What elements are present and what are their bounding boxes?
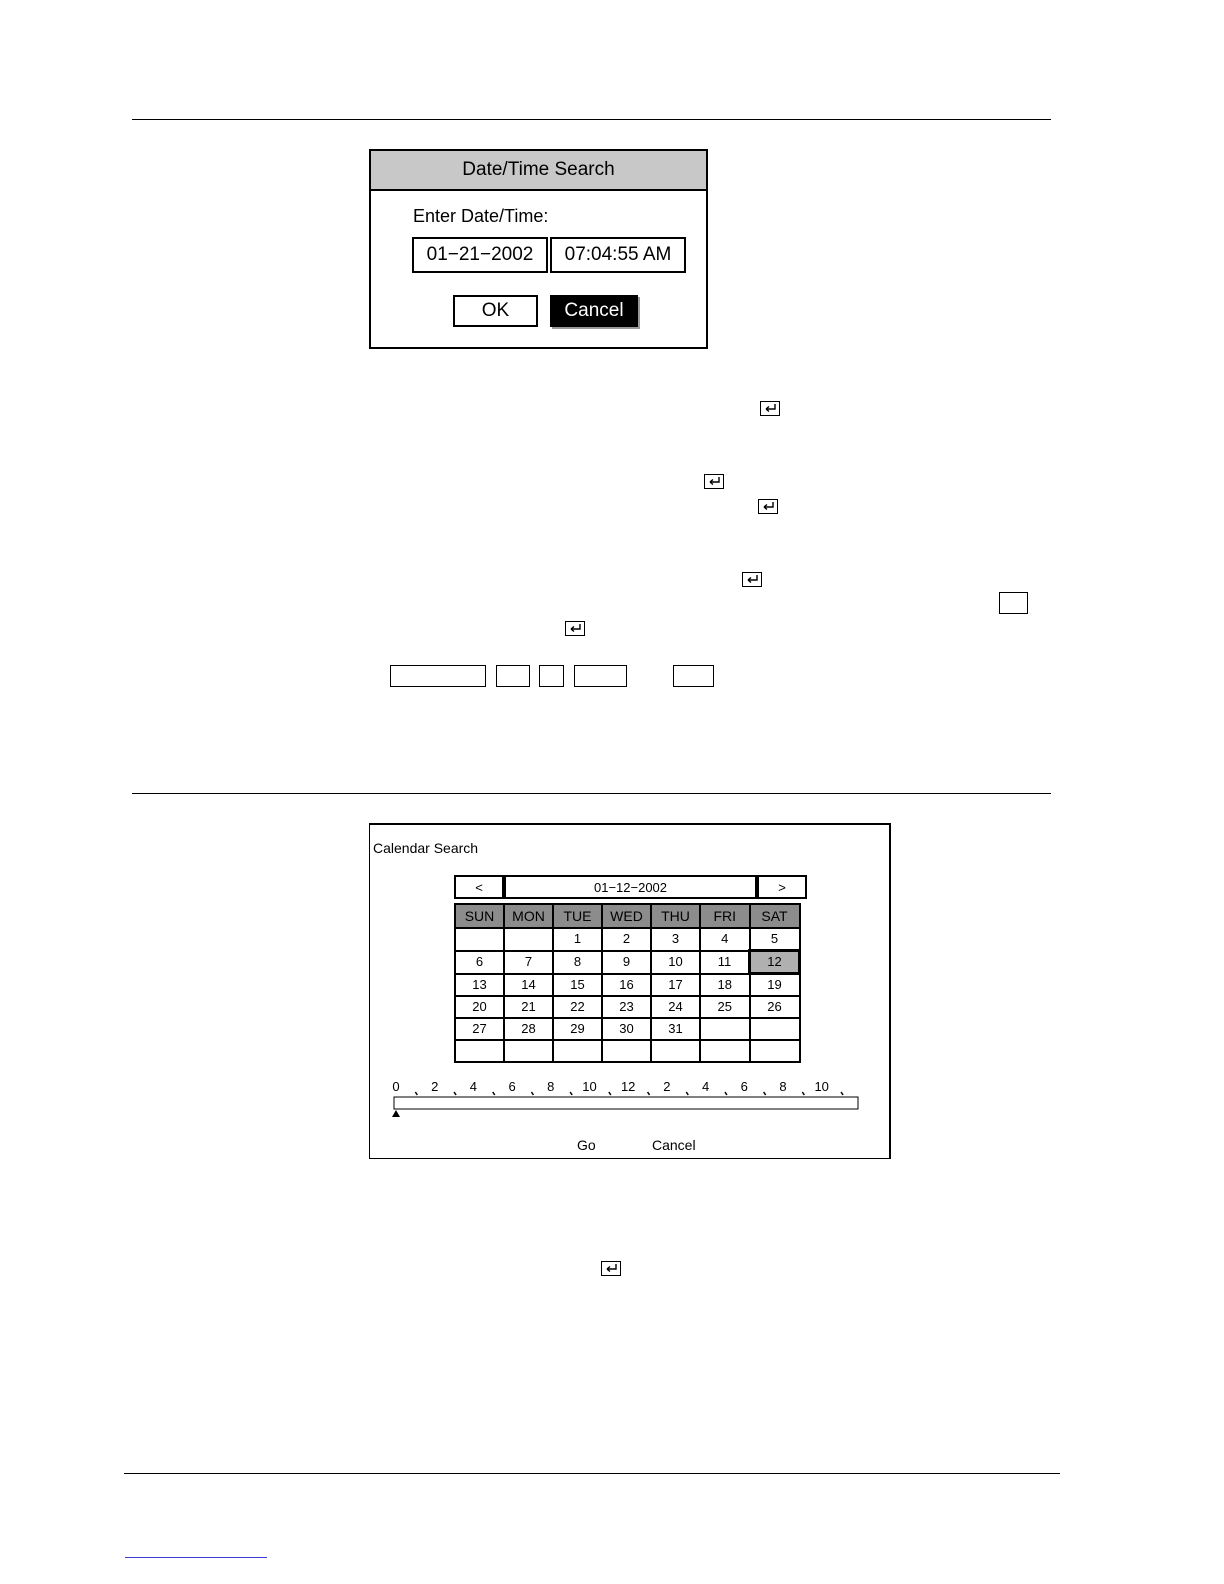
calendar-empty-cell	[455, 928, 504, 951]
calendar-day-cell[interactable]: 3	[651, 928, 700, 951]
calendar-search-dialog	[369, 823, 891, 1159]
key-box	[390, 665, 486, 687]
calendar-empty-cell	[750, 1040, 800, 1062]
calendar-day-cell[interactable]: 17	[651, 974, 700, 997]
cancel-button[interactable]: Cancel	[550, 295, 638, 327]
calendar-day-cell[interactable]: 29	[553, 1018, 602, 1040]
calendar-day-cell[interactable]: 18	[700, 974, 750, 997]
timeline-hour-label: 2	[663, 1079, 671, 1094]
calendar-grid	[454, 903, 801, 1063]
timeline-hour-label: 12	[620, 1079, 636, 1094]
key-box	[496, 665, 530, 687]
time-field[interactable]: 07:04:55 AM	[550, 237, 686, 273]
calendar-empty-cell	[700, 1040, 750, 1062]
footer-rule	[124, 1473, 1060, 1474]
timeline-tick	[841, 1092, 843, 1095]
dialog-title: Date/Time Search	[371, 151, 706, 191]
weekday-header: FRI	[700, 904, 750, 928]
weekday-header: SUN	[455, 904, 504, 928]
calendar-day-cell[interactable]: 9	[602, 951, 651, 974]
calendar-week-row	[455, 928, 800, 951]
enter-key-icon	[758, 499, 778, 514]
calendar-day-cell[interactable]: 4	[700, 928, 750, 951]
top-rule-1	[132, 119, 1051, 120]
key-box	[673, 665, 714, 687]
timeline-tick	[725, 1092, 727, 1095]
calendar-empty-cell	[553, 1040, 602, 1062]
prev-month-button[interactable]: <	[454, 875, 504, 899]
key-box	[574, 665, 627, 687]
current-date-display: 01−12−2002	[504, 875, 757, 899]
timeline-tick	[648, 1092, 650, 1095]
enter-key-icon	[565, 621, 585, 636]
enter-key-icon	[742, 572, 762, 587]
calendar-day-cell[interactable]: 10	[651, 951, 700, 974]
calendar-day-cell[interactable]: 31	[651, 1018, 700, 1040]
timeline-marker-icon[interactable]	[392, 1110, 400, 1117]
enter-key-icon	[704, 474, 724, 489]
calendar-empty-cell	[750, 1018, 800, 1040]
calendar-day-cell[interactable]: 27	[455, 1018, 504, 1040]
calendar-day-cell[interactable]: 13	[455, 974, 504, 997]
calendar-day-cell[interactable]: 28	[504, 1018, 553, 1040]
date-field[interactable]: 01−21−2002	[412, 237, 548, 273]
calendar-day-cell[interactable]: 20	[455, 996, 504, 1018]
weekday-header: THU	[651, 904, 700, 928]
key-box	[999, 592, 1028, 614]
next-month-button[interactable]: >	[757, 875, 807, 899]
calendar-day-cell[interactable]: 5	[750, 928, 800, 951]
calendar-search-title: Calendar Search	[373, 840, 479, 856]
calendar-empty-cell	[700, 1018, 750, 1040]
date-time-search-dialog	[369, 149, 708, 349]
calendar-empty-cell	[651, 1040, 700, 1062]
enter-key-icon	[760, 401, 780, 416]
calendar-day-cell[interactable]: 16	[602, 974, 651, 997]
timeline-tick	[764, 1092, 766, 1095]
timeline-tick	[570, 1092, 572, 1095]
timeline-track[interactable]	[394, 1097, 858, 1109]
timeline-tick	[609, 1092, 611, 1095]
timeline-tick	[493, 1092, 495, 1095]
calendar-day-cell[interactable]: 26	[750, 996, 800, 1018]
calendar-week-row	[455, 1040, 800, 1062]
timeline-hour-label: 2	[431, 1079, 439, 1094]
calendar-day-cell[interactable]: 11	[700, 951, 750, 974]
calendar-day-cell[interactable]: 22	[553, 996, 602, 1018]
timeline-tick	[531, 1092, 533, 1095]
timeline-hour-label: 4	[701, 1079, 710, 1094]
key-box	[539, 665, 564, 687]
calendar-day-cell[interactable]: 24	[651, 996, 700, 1018]
timeline-tick	[686, 1092, 688, 1095]
calendar-day-cell[interactable]: 19	[750, 974, 800, 997]
calendar-day-cell[interactable]: 6	[455, 951, 504, 974]
calendar-day-cell[interactable]: 7	[504, 951, 553, 974]
calendar-day-cell[interactable]: 2	[602, 928, 651, 951]
ok-button[interactable]: OK	[453, 295, 538, 327]
timeline-hour-label: 0	[392, 1079, 400, 1094]
calendar-day-cell[interactable]: 30	[602, 1018, 651, 1040]
calendar-day-cell[interactable]: 21	[504, 996, 553, 1018]
timeline-hour-label: 8	[779, 1079, 787, 1094]
timeline-hour-label: 10	[582, 1079, 597, 1094]
enter-key-icon	[601, 1261, 621, 1276]
calendar-day-cell[interactable]: 25	[700, 996, 750, 1018]
timeline-hour-label: 6	[740, 1079, 748, 1094]
weekday-header: WED	[602, 904, 651, 928]
timeline-tick	[454, 1092, 456, 1095]
timeline-tick	[802, 1092, 804, 1095]
calendar-empty-cell	[455, 1040, 504, 1062]
enter-date-time-label: Enter Date/Time:	[413, 206, 549, 226]
calendar-week-row	[455, 951, 800, 974]
calendar-day-cell[interactable]: 12	[750, 951, 800, 974]
weekday-header: TUE	[553, 904, 602, 928]
calendar-week-row	[455, 1018, 800, 1040]
timeline-hour-label: 6	[508, 1079, 516, 1094]
calendar-day-cell[interactable]: 8	[553, 951, 602, 974]
timeline-hour-label: 4	[469, 1079, 478, 1094]
weekday-header: SAT	[750, 904, 800, 928]
timeline-hour-label: 10	[814, 1079, 829, 1094]
weekday-header: MON	[504, 904, 553, 928]
calendar-day-cell[interactable]: 1	[553, 928, 602, 951]
timeline-bar[interactable]	[392, 1079, 862, 1119]
calendar-empty-cell	[504, 928, 553, 951]
top-rule-2	[132, 793, 1051, 794]
calendar-day-cell[interactable]: 14	[504, 974, 553, 997]
go-button[interactable]: Go	[577, 1137, 596, 1153]
timeline-hour-label: 8	[547, 1079, 555, 1094]
calendar-week-row	[455, 996, 800, 1018]
calendar-day-cell[interactable]: 15	[553, 974, 602, 997]
calendar-empty-cell	[602, 1040, 651, 1062]
calendar-empty-cell	[504, 1040, 553, 1062]
timeline-tick	[415, 1092, 417, 1095]
footer-link-underline	[125, 1557, 267, 1558]
calendar-week-row	[455, 974, 800, 997]
cancel-button[interactable]: Cancel	[652, 1137, 696, 1153]
calendar-day-cell[interactable]: 23	[602, 996, 651, 1018]
